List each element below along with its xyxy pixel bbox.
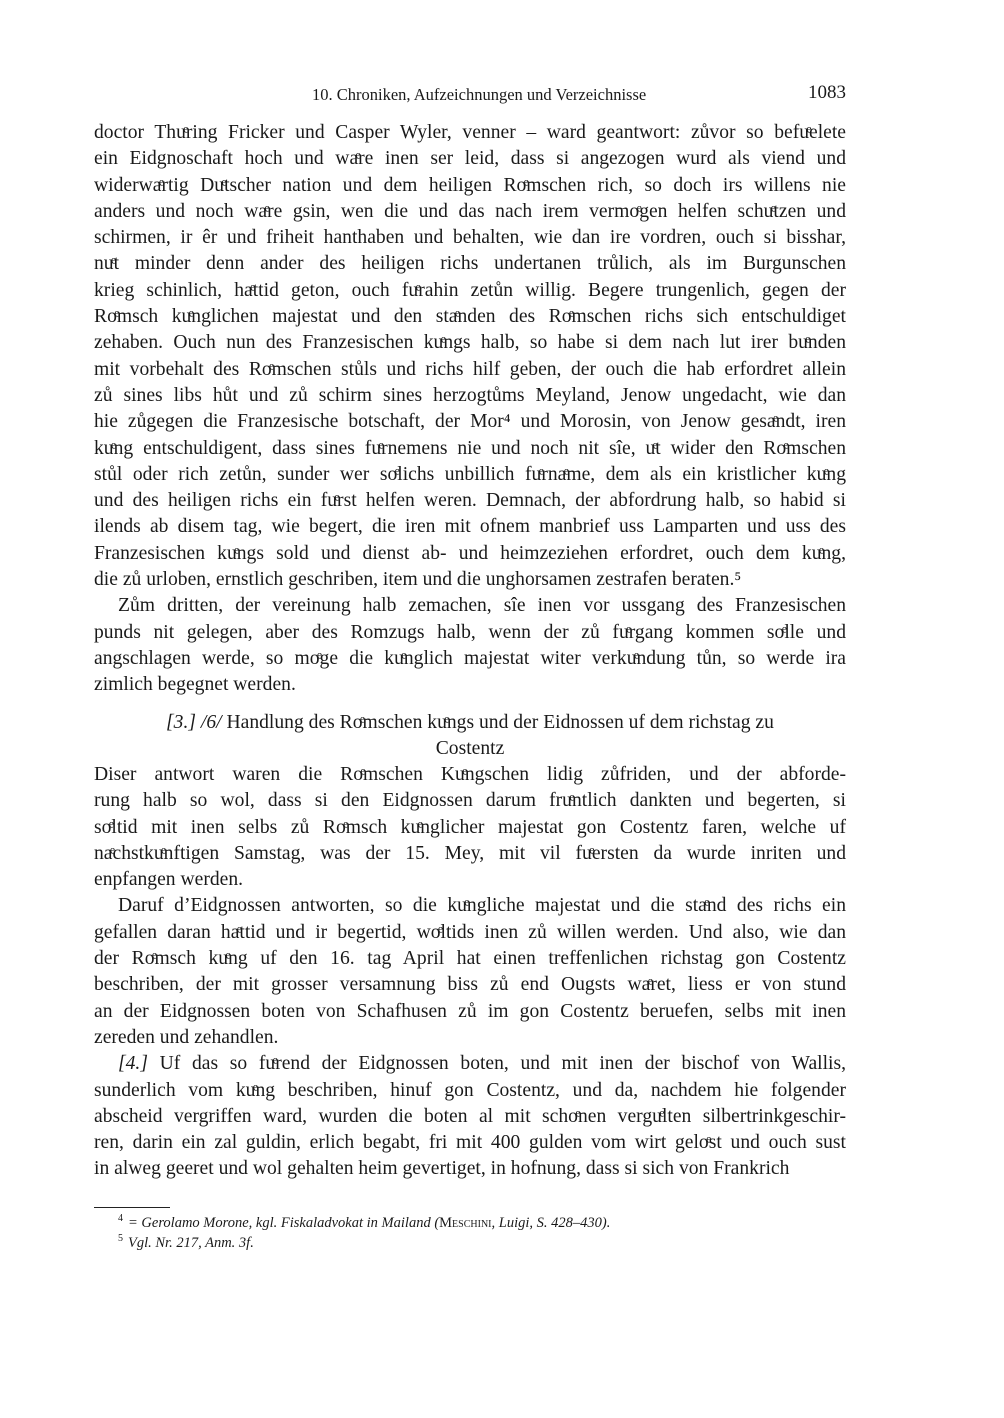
body-text-part-1 bbox=[94, 120, 846, 699]
text-line bbox=[94, 620, 846, 646]
text-line bbox=[94, 120, 846, 146]
line-text: Diser antwort waren die Roͤmschen Kuͤngschen lidig zůfriden, und der abforde- bbox=[94, 764, 846, 785]
text-line bbox=[94, 946, 846, 972]
text-line bbox=[94, 541, 846, 567]
line-text: anders und noch waͤre gsin, wen die und das nach irem vermoͤgen helfen schuͤtzen und bbox=[94, 200, 846, 222]
text-line bbox=[94, 867, 846, 893]
line-text: ein Eidgnoschaft hoch und waͤre inen ser leid, dass si angezogen wurd als viend und bbox=[94, 148, 846, 170]
line-text: Franzesischen kuͤngs sold und dienst ab- und heimzeziehen erfordret, ouch dem kuͤng, bbox=[94, 542, 846, 564]
text-line bbox=[94, 357, 846, 383]
text-line bbox=[94, 1051, 846, 1077]
page-number: 1083 bbox=[808, 82, 846, 103]
line-text: nuͤt minder denn ander des heiligen richs undertanen trůlich, als im Burgunschen bbox=[94, 253, 846, 275]
line-text: zimlich begegnet werden. bbox=[94, 674, 296, 696]
line-text: naͤchstkuͤnftigen Samstag, was der 15. Mey, mit vil fuͤersten da wurde inriten und bbox=[94, 842, 846, 864]
text-line bbox=[94, 173, 846, 199]
section-title-line-2: Costentz bbox=[435, 738, 505, 760]
footnote-rule bbox=[94, 1207, 170, 1208]
text-line bbox=[94, 330, 846, 356]
section-number: [3.] /6/ bbox=[166, 712, 222, 733]
line-text: zereden und zehandlen. bbox=[94, 1026, 279, 1048]
text-line bbox=[94, 646, 846, 672]
line-text: sunderlich vom kuͤng beschriben, hinuf gon Costentz, und da, nachdem hie folgender bbox=[94, 1079, 846, 1101]
section-heading bbox=[94, 710, 846, 763]
text-line bbox=[94, 593, 846, 619]
text-line bbox=[94, 146, 846, 172]
line-text: Daruf d’Eidgnossen antworten, so die kuͤngliche majestat und die staͤnd des richs ein bbox=[118, 895, 846, 917]
text-line bbox=[94, 488, 846, 514]
text-line bbox=[94, 199, 846, 225]
section-title-line-1: Handlung des Roͤmschen kuͤngs und der Eidnossen uf dem richstag zu bbox=[226, 712, 774, 733]
line-text: punds nit gelegen, aber des Romzugs halb, wenn der zů fuͤrgang kommen soͤlle und bbox=[94, 621, 846, 643]
footnote-4: $^4$ = Gerolamo Morone, kgl. Fiskaladvokat in Mailand (Meschini, Luigi, S. 428–430). bbox=[118, 1213, 611, 1231]
text-line bbox=[94, 304, 846, 330]
text-line bbox=[94, 999, 846, 1025]
text-line bbox=[94, 462, 846, 488]
text-line bbox=[94, 1104, 846, 1130]
text-line bbox=[94, 672, 846, 698]
text-line bbox=[94, 383, 846, 409]
line-text: die zů urloben, ernstlich geschriben, item und die unghorsamen zestrafen beraten.⁵ bbox=[94, 569, 742, 591]
line-text: mit vorbehalt des Roͤmschen stůls und richs hilf geben, der ouch die hab erfordret allein bbox=[94, 358, 846, 380]
running-header bbox=[94, 82, 846, 106]
body-text-part-2 bbox=[94, 762, 846, 1183]
text-line bbox=[94, 1156, 846, 1182]
line-text: gefallen daran haͤttid und ir begertid, woͤltids inen zů willen werden. Und also, wie dan bbox=[94, 921, 846, 943]
line-text: beschriben, der mit grosser versamnung biss zů end Ougsts waͤret, liess er von stund bbox=[94, 974, 846, 996]
line-text: Uf das so fuͤrend der Eidgnossen boten, und mit inen der bischof von Wallis, bbox=[159, 1053, 846, 1075]
section-marker: [4.] bbox=[118, 1053, 148, 1075]
text-line bbox=[94, 762, 846, 788]
text-line bbox=[94, 409, 846, 435]
text-line bbox=[94, 251, 846, 277]
line-text: ren, darin ein zal guldin, erlich begabt, fri mit 400 gulden vom wirt geloͤst und ouch sust bbox=[94, 1132, 846, 1154]
line-text: stůl oder rich zetůn, sunder wer soͤlichs unbillich fuͤrnaͤme, dem als ein kristlicher kuͤng bbox=[94, 463, 846, 485]
text-line bbox=[94, 225, 846, 251]
line-text: und des heiligen richs ein fuͤrst helfen weren. Demnach, der abfordrung halb, so habid si bbox=[94, 490, 846, 512]
text-line bbox=[94, 893, 846, 919]
text-line bbox=[94, 841, 846, 867]
line-text: an der Eidgnossen boten von Schafhusen zů im gon Costentz beruefen, selbs mit inen bbox=[94, 1000, 846, 1022]
line-text: Roͤmsch kuͤnglichen majestat und den staͤnden des Roͤmschen richs sich entschuldiget bbox=[94, 306, 846, 328]
line-text: schirmen, ir êr und friheit hanthaben und behalten, wie dan ire vordren, ouch si bisshar, bbox=[94, 227, 846, 249]
text-line bbox=[94, 972, 846, 998]
text-line bbox=[94, 1078, 846, 1104]
line-text: zů sines libs hůt und zů schirm sines herzogtůms Meyland, Jenow ungedacht, wie dan bbox=[94, 384, 846, 406]
line-text: hie zůgegen die Franzesische botschaft, der Mor⁴ und Morosin, von Jenow gesaͤndt, iren bbox=[94, 411, 846, 433]
running-title: 10. Chroniken, Aufzeichnungen und Verzeichnisse bbox=[312, 85, 647, 104]
text-line bbox=[94, 514, 846, 540]
line-text: krieg schinlich, haͤttid geton, ouch fuͤrahin zetůn willig. Begere trungenlich, gegen der bbox=[94, 279, 846, 301]
line-text: ilends ab disem tag, wie begert, die iren mit ofnem manbrief uss Lamparten und uss des bbox=[94, 516, 846, 538]
line-text: angschlagen werde, so moͤge die kuͤnglich majestat witer verkuͤndung tůn, so werde ira bbox=[94, 647, 846, 669]
line-text: widerwaͤrtig Duͤtscher nation und dem heiligen Roͤmschen rich, so doch irs willens nie bbox=[94, 174, 846, 196]
text-line bbox=[94, 788, 846, 814]
text-line bbox=[94, 278, 846, 304]
footnote-5: $^5$ Vgl. Nr. 217, Anm. 3f. bbox=[118, 1233, 254, 1251]
line-text: kuͤng entschuldigent, dass sines fuͤrnemens nie und noch nit sîe, uͤt wider den Roͤmschen bbox=[94, 437, 846, 459]
line-text: soͤltid mit inen selbs zů Roͤmsch kuͤnglicher majestat gon Costentz faren, welche uf bbox=[94, 816, 846, 838]
text-line bbox=[94, 567, 846, 593]
line-text: doctor Thuͤring Fricker und Casper Wyler, venner – ward geantwort: zůvor so befuͤelete bbox=[94, 122, 846, 143]
line-text: Zům dritten, der vereinung halb zemachen, sîe inen vor ussgang des Franzesischen bbox=[118, 595, 846, 617]
line-text: rung halb so wol, dass si den Eidgnossen darum fruͤntlich dankten und begerten, si bbox=[94, 790, 846, 812]
text-line bbox=[94, 1130, 846, 1156]
line-text: der Roͤmsch kuͤng uf den 16. tag April hat einen treffenlichen richstag gon Costentz bbox=[94, 948, 846, 970]
text-line bbox=[94, 1025, 846, 1051]
text-line bbox=[94, 436, 846, 462]
line-text: in alweg geeret und wol gehalten heim gevertiget, in hofnung, dass si sich von Frankrich bbox=[94, 1158, 790, 1180]
line-text: zehaben. Ouch nun des Franzesischen kuͤngs halb, so habe si dem nach lut irer buͤnden bbox=[94, 332, 846, 354]
line-text: enpfangen werden. bbox=[94, 869, 244, 891]
line-text: abscheid vergriffen ward, wurden die boten al mit schoͤnen verguͤlten silbertrinkgeschir- bbox=[94, 1105, 846, 1127]
text-line bbox=[94, 815, 846, 841]
text-line bbox=[94, 920, 846, 946]
